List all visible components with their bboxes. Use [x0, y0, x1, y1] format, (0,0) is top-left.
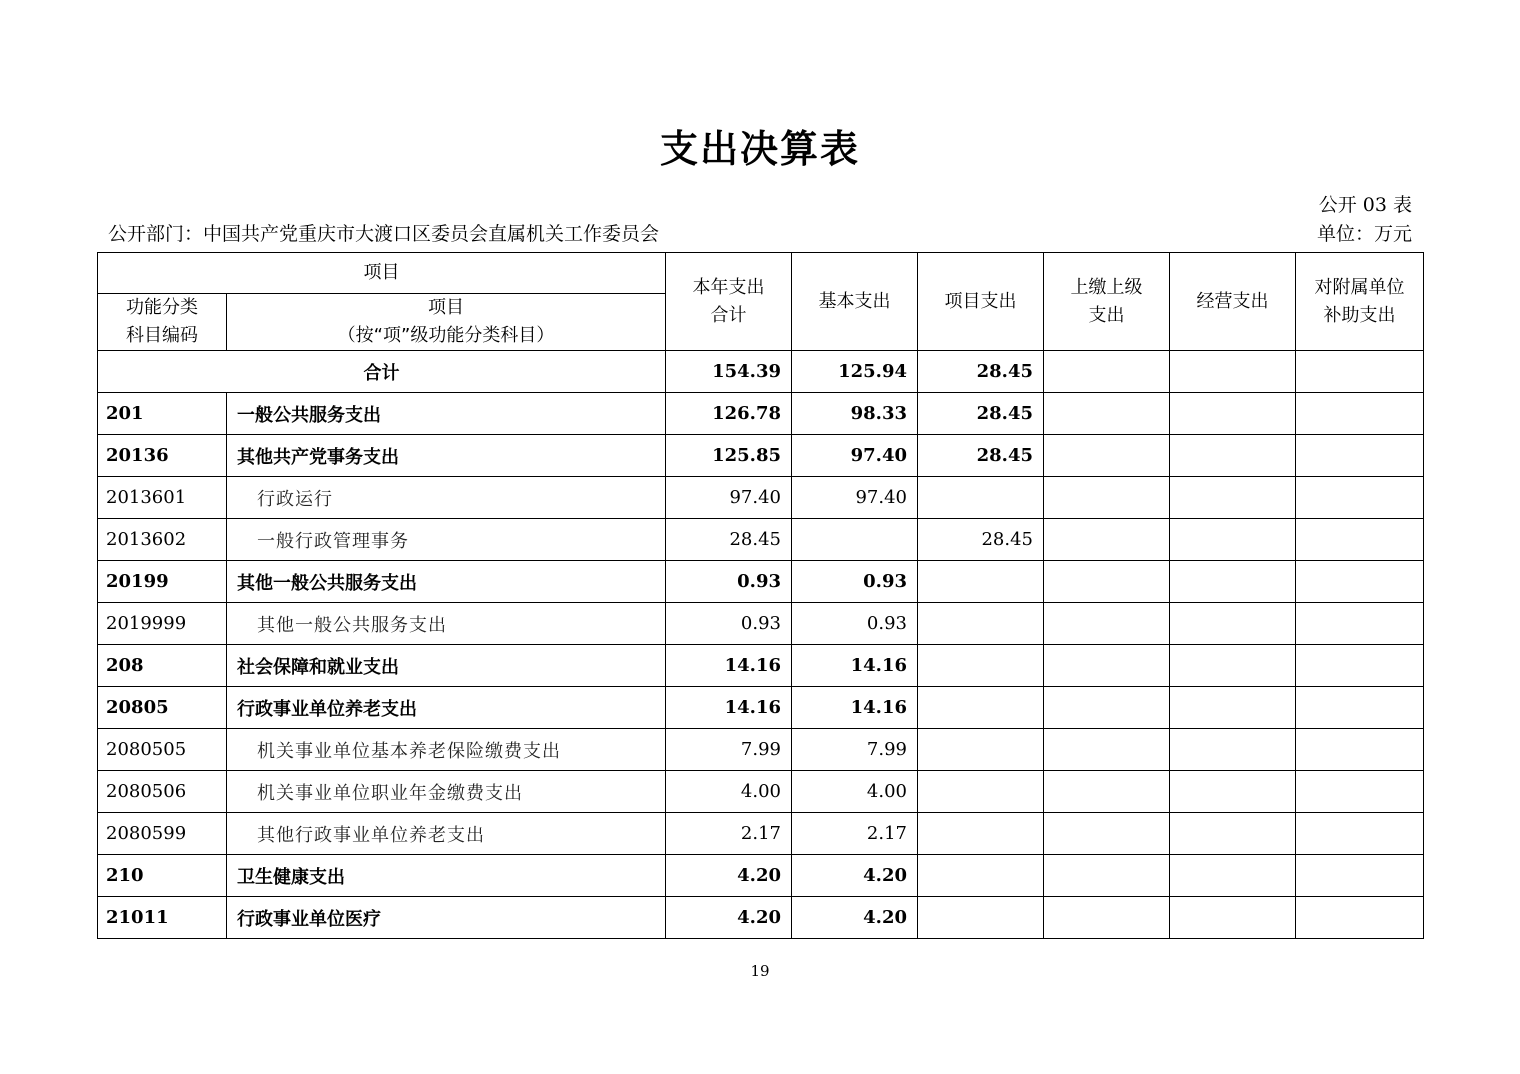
- upper-cell: [1044, 477, 1170, 519]
- business-cell: [1170, 687, 1296, 729]
- subsidy-cell: [1296, 435, 1424, 477]
- business-cell: [1170, 477, 1296, 519]
- subsidy-cell: [1296, 813, 1424, 855]
- subsidy-cell: [1296, 687, 1424, 729]
- code-cell: 2013601: [98, 477, 227, 519]
- name-cell: 社会保障和就业支出: [227, 645, 666, 687]
- table-row: [98, 477, 1424, 519]
- business-cell: [1170, 855, 1296, 897]
- table-row: [98, 519, 1424, 561]
- item-cell: 28.45: [918, 351, 1044, 393]
- item-cell: [918, 687, 1044, 729]
- basic-cell: 98.33: [792, 393, 918, 435]
- item-cell: 28.45: [918, 393, 1044, 435]
- basic-cell: [792, 519, 918, 561]
- item-cell: [918, 855, 1044, 897]
- basic-cell: 125.94: [792, 351, 918, 393]
- subsidy-cell: [1296, 645, 1424, 687]
- business-cell: [1170, 897, 1296, 939]
- subsidy-cell: [1296, 771, 1424, 813]
- business-cell: [1170, 561, 1296, 603]
- upper-cell: [1044, 687, 1170, 729]
- header-total: 本年支出 合计: [666, 253, 792, 351]
- subsidy-cell: [1296, 351, 1424, 393]
- table-number: 公开 03 表: [1318, 194, 1412, 216]
- code-cell: 201: [98, 393, 227, 435]
- table-row: [98, 729, 1424, 771]
- total-cell: 14.16: [666, 687, 792, 729]
- subsidy-cell: [1296, 897, 1424, 939]
- total-cell: 97.40: [666, 477, 792, 519]
- name-cell: 行政事业单位养老支出: [227, 687, 666, 729]
- item-cell: [918, 771, 1044, 813]
- business-cell: [1170, 435, 1296, 477]
- upper-cell: [1044, 603, 1170, 645]
- code-cell: 2080599: [98, 813, 227, 855]
- name-cell: 机关事业单位基本养老保险缴费支出: [227, 729, 666, 771]
- name-cell: 行政运行: [227, 477, 666, 519]
- upper-cell: [1044, 351, 1170, 393]
- subsidy-cell: [1296, 729, 1424, 771]
- item-cell: [918, 477, 1044, 519]
- basic-cell: 4.00: [792, 771, 918, 813]
- table-row: [98, 393, 1424, 435]
- table-row: [98, 603, 1424, 645]
- code-cell: 2080506: [98, 771, 227, 813]
- code-cell: 210: [98, 855, 227, 897]
- code-cell: 2013602: [98, 519, 227, 561]
- item-cell: [918, 813, 1044, 855]
- basic-cell: 97.40: [792, 435, 918, 477]
- name-cell: 行政事业单位医疗: [227, 897, 666, 939]
- total-cell: 4.00: [666, 771, 792, 813]
- basic-cell: 4.20: [792, 855, 918, 897]
- name-cell: 其他一般公共服务支出: [227, 561, 666, 603]
- basic-cell: 7.99: [792, 729, 918, 771]
- subsidy-cell: [1296, 393, 1424, 435]
- table-row: [98, 771, 1424, 813]
- upper-cell: [1044, 519, 1170, 561]
- code-cell: 20805: [98, 687, 227, 729]
- header-name: 项目 （按“项”级功能分类科目）: [227, 294, 666, 351]
- table-row: [98, 813, 1424, 855]
- department-label: 公开部门：中国共产党重庆市大渡口区委员会直属机关工作委员会: [108, 223, 660, 245]
- basic-cell: 14.16: [792, 687, 918, 729]
- business-cell: [1170, 393, 1296, 435]
- business-cell: [1170, 645, 1296, 687]
- expenditure-table: [97, 252, 1424, 939]
- item-cell: 28.45: [918, 519, 1044, 561]
- upper-cell: [1044, 729, 1170, 771]
- total-cell: 4.20: [666, 897, 792, 939]
- code-cell: 20136: [98, 435, 227, 477]
- upper-cell: [1044, 771, 1170, 813]
- item-cell: [918, 561, 1044, 603]
- total-row: [98, 351, 1424, 393]
- header-upper: 上缴上级 支出: [1044, 253, 1170, 351]
- item-cell: [918, 603, 1044, 645]
- item-cell: [918, 897, 1044, 939]
- total-cell: 14.16: [666, 645, 792, 687]
- table-row: [98, 435, 1424, 477]
- name-cell: 其他一般公共服务支出: [227, 603, 666, 645]
- business-cell: [1170, 813, 1296, 855]
- total-cell: 126.78: [666, 393, 792, 435]
- business-cell: [1170, 771, 1296, 813]
- total-cell: 154.39: [666, 351, 792, 393]
- basic-cell: 0.93: [792, 603, 918, 645]
- business-cell: [1170, 603, 1296, 645]
- code-cell: 2019999: [98, 603, 227, 645]
- item-cell: [918, 729, 1044, 771]
- total-cell: 7.99: [666, 729, 792, 771]
- subsidy-cell: [1296, 855, 1424, 897]
- upper-cell: [1044, 561, 1170, 603]
- name-cell: 一般行政管理事务: [227, 519, 666, 561]
- subsidy-cell: [1296, 477, 1424, 519]
- upper-cell: [1044, 393, 1170, 435]
- unit-label: 单位：万元: [1316, 223, 1412, 245]
- subsidy-cell: [1296, 603, 1424, 645]
- total-cell: 2.17: [666, 813, 792, 855]
- code-cell: 20199: [98, 561, 227, 603]
- header-project: 项目: [98, 253, 666, 294]
- table-row: [98, 855, 1424, 897]
- table-row: [98, 645, 1424, 687]
- table-row: [98, 897, 1424, 939]
- basic-cell: 4.20: [792, 897, 918, 939]
- upper-cell: [1044, 813, 1170, 855]
- header-code: 功能分类 科目编码: [98, 294, 227, 351]
- total-cell: 0.93: [666, 603, 792, 645]
- header-subsidy: 对附属单位 补助支出: [1296, 253, 1424, 351]
- upper-cell: [1044, 855, 1170, 897]
- header-item: 项目支出: [918, 253, 1044, 351]
- total-cell: 4.20: [666, 855, 792, 897]
- upper-cell: [1044, 435, 1170, 477]
- table-row: [98, 561, 1424, 603]
- page-number: 19: [750, 962, 770, 980]
- code-cell: 2080505: [98, 729, 227, 771]
- total-cell: 0.93: [666, 561, 792, 603]
- basic-cell: 2.17: [792, 813, 918, 855]
- total-cell: 28.45: [666, 519, 792, 561]
- business-cell: [1170, 729, 1296, 771]
- header-business: 经营支出: [1170, 253, 1296, 351]
- code-cell: 21011: [98, 897, 227, 939]
- total-cell: 125.85: [666, 435, 792, 477]
- total-label: 合计: [98, 351, 666, 393]
- name-cell: 一般公共服务支出: [227, 393, 666, 435]
- basic-cell: 14.16: [792, 645, 918, 687]
- item-cell: 28.45: [918, 435, 1044, 477]
- upper-cell: [1044, 645, 1170, 687]
- subsidy-cell: [1296, 519, 1424, 561]
- header-basic: 基本支出: [792, 253, 918, 351]
- subsidy-cell: [1296, 561, 1424, 603]
- item-cell: [918, 645, 1044, 687]
- name-cell: 卫生健康支出: [227, 855, 666, 897]
- name-cell: 机关事业单位职业年金缴费支出: [227, 771, 666, 813]
- page-title: 支出决算表: [659, 127, 860, 171]
- upper-cell: [1044, 897, 1170, 939]
- business-cell: [1170, 519, 1296, 561]
- basic-cell: 97.40: [792, 477, 918, 519]
- name-cell: 其他行政事业单位养老支出: [227, 813, 666, 855]
- basic-cell: 0.93: [792, 561, 918, 603]
- table-row: [98, 687, 1424, 729]
- name-cell: 其他共产党事务支出: [227, 435, 666, 477]
- business-cell: [1170, 351, 1296, 393]
- code-cell: 208: [98, 645, 227, 687]
